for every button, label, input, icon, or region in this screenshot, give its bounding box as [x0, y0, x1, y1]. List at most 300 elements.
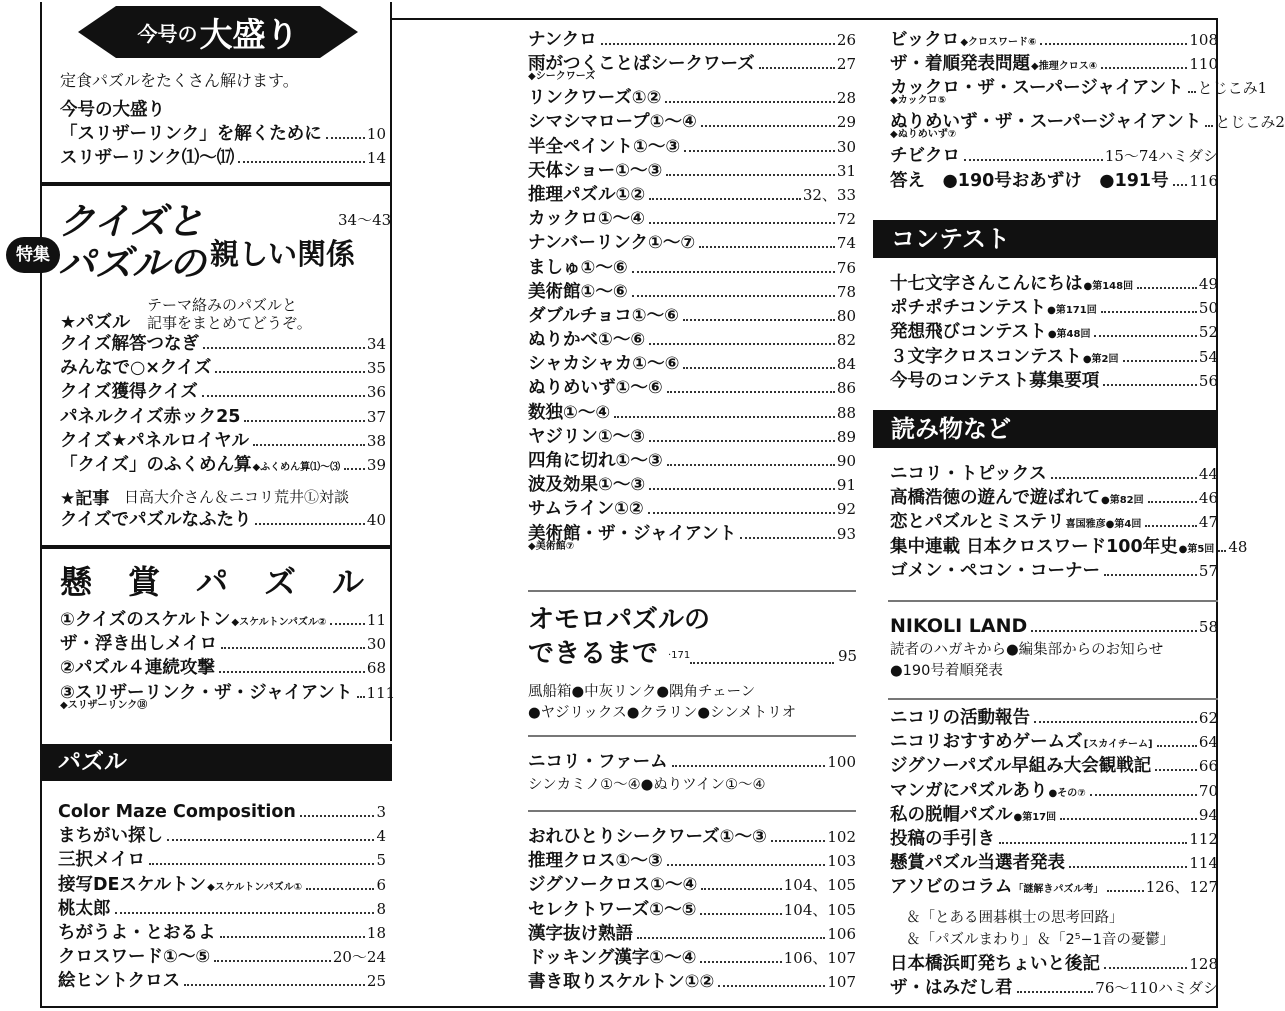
item-title: ナンバーリンク①〜⑦ [528, 233, 696, 254]
list-item [528, 376, 856, 400]
item-title: まちがい探し [58, 826, 163, 847]
item-title: 恋とパズルとミステリ [890, 512, 1065, 533]
feature-article-head: ★記事 [60, 489, 110, 509]
item-page: 30 [836, 137, 856, 156]
leader-dots [1104, 574, 1197, 576]
list-item [60, 146, 386, 170]
item-page: 48 [1228, 537, 1248, 556]
item-title: クイズ★パネルロイヤル [60, 430, 249, 451]
item-page: 36 [366, 383, 386, 402]
leader-dots [255, 523, 364, 525]
list-item [528, 207, 856, 231]
list-item [60, 429, 386, 453]
yomi-list [890, 462, 1248, 583]
item-title: 美術館・ザ・ジャイアント [528, 523, 737, 544]
leader-dots [330, 623, 365, 625]
item-title: 答え ●190号おあずけ ●191号 [890, 170, 1169, 191]
leader-dots [672, 765, 826, 767]
item-page: 6 [376, 875, 386, 894]
item-page: 56 [1198, 371, 1218, 390]
item-page: 57 [1198, 561, 1218, 580]
list-item [890, 28, 1218, 52]
leader-dots [306, 888, 374, 890]
leader-dots [1107, 890, 1143, 892]
item-page: 31 [836, 161, 856, 180]
list-item [58, 921, 386, 945]
list-item [890, 369, 1218, 393]
list-item [890, 976, 1218, 1000]
list-item [528, 256, 856, 280]
contest-header [873, 220, 1218, 258]
list-item [890, 952, 1218, 976]
list-item [60, 98, 386, 122]
divider [528, 810, 856, 812]
feature-items-2 [60, 508, 386, 532]
omoro-page: 95 [838, 647, 858, 665]
item-page: 38 [366, 431, 386, 450]
right-list-2 [890, 706, 1218, 900]
list-item [528, 425, 856, 449]
list-item [58, 969, 386, 993]
item-title: クイズ解答つなぎ [60, 334, 199, 354]
leader-dots [700, 913, 781, 915]
item-title: チビクロ [890, 146, 960, 167]
leader-dots [1137, 287, 1197, 289]
item-page: 52 [1198, 323, 1218, 342]
item-page: 50 [1198, 299, 1218, 318]
leader-dots [1173, 184, 1188, 186]
item-page: 44 [1198, 465, 1218, 483]
item-page: 92 [836, 500, 856, 519]
item-title: 天体ショー①〜③ [528, 160, 663, 181]
leader-dots [718, 985, 825, 987]
leader-dots [1103, 384, 1197, 386]
item-title: ジグソーパズル早組み大会観戦記 [890, 756, 1152, 777]
list-item [528, 522, 856, 556]
list-item [528, 183, 856, 207]
list-item [528, 825, 856, 849]
leader-dots [683, 367, 834, 369]
item-page: 27 [836, 55, 856, 74]
item-title: 発想飛びコンテスト [890, 322, 1047, 343]
leader-dots [1090, 794, 1197, 796]
item-subtag: ◆美術館⑦ [528, 540, 575, 552]
item-page: 78 [836, 282, 856, 301]
leader-dots [601, 43, 835, 45]
item-title: ニコリおすすめゲームズ [890, 732, 1083, 753]
leader-dots [649, 343, 835, 345]
item-subtag: ◆シークワーズ [528, 71, 596, 83]
feature-article-desc: 日高大介さん＆ニコリ荒井Ⓛ対談 [124, 488, 350, 506]
list-item [890, 614, 1218, 638]
land-desc2: ●190号着順発表 [890, 663, 1003, 679]
farm-list [528, 750, 856, 774]
leader-dots [215, 371, 365, 373]
omoro-line1: オモロパズルの [528, 605, 711, 635]
item-page: 64 [1198, 733, 1218, 752]
list-item [890, 462, 1218, 486]
feature-title-line3: 親しい関係 [210, 237, 356, 271]
leader-dots [665, 101, 834, 103]
omoro-line2: できるまで [528, 639, 659, 669]
list-item [528, 970, 856, 994]
leader-dots [649, 222, 835, 224]
list-item [528, 304, 856, 328]
farm-desc: シンカミノ①〜④●ぬりツイン①〜④ [528, 777, 766, 793]
list-item [890, 827, 1218, 851]
list-item [528, 86, 856, 110]
item-page: 30 [366, 635, 386, 654]
item-title: ザ・着順発表問題 [890, 54, 1030, 75]
item-page: 128 [1189, 955, 1218, 973]
list-item [60, 681, 396, 715]
yomi-title: 読み物など [891, 415, 1011, 443]
item-page: 26 [836, 31, 856, 49]
item-subtag: ◆カックロ⑤ [890, 95, 947, 107]
leader-dots [214, 960, 331, 962]
item-page: 76〜110ハミダシ [1095, 979, 1218, 998]
left-rule [40, 741, 42, 1007]
item-title: クイズでパズルなふたり [60, 510, 252, 530]
divider [528, 735, 856, 737]
right-list-3 [890, 952, 1218, 1000]
leader-dots [202, 395, 365, 397]
feature-pages: 34〜43 [338, 211, 392, 229]
item-page: 37 [366, 407, 386, 426]
contest-list [890, 272, 1218, 393]
leader-dots [1157, 745, 1197, 747]
item-title: カックロ・ザ・スーパージャイアント [890, 78, 1184, 99]
leader-dots [667, 464, 835, 466]
divider [528, 590, 856, 592]
item-page: 25 [366, 972, 386, 991]
leader-dots [220, 936, 365, 938]
list-item [58, 848, 386, 872]
leader-dots [1145, 525, 1197, 527]
item-tag: 「謎解きパズル考」 [1013, 884, 1104, 896]
item-page: 94 [1198, 805, 1218, 824]
list-item [60, 608, 386, 632]
item-page: 40 [366, 511, 386, 529]
item-page: 114 [1189, 854, 1218, 873]
leader-dots [1040, 43, 1187, 45]
item-page: 46 [1198, 489, 1218, 508]
leader-dots [699, 246, 835, 248]
list-item [890, 779, 1218, 803]
leader-dots [1017, 991, 1094, 993]
list-item [528, 873, 856, 897]
leader-dots [184, 984, 365, 986]
list-item [58, 897, 386, 921]
bottom-rule [40, 1006, 1218, 1008]
item-page: 70 [1198, 781, 1218, 800]
item-title: ビックロ [890, 30, 960, 50]
list-item [60, 332, 386, 356]
item-title: 投稿の手引き [890, 828, 995, 849]
feature-title-line2: パズルの [58, 242, 206, 285]
item-title: 美術館①〜⑥ [528, 281, 628, 302]
item-page: 89 [836, 427, 856, 446]
item-page: 93 [836, 524, 856, 543]
leader-dots [1155, 769, 1197, 771]
list-item [528, 231, 856, 255]
list-item [890, 875, 1218, 899]
leader-dots [203, 347, 365, 349]
item-page: 10 [366, 125, 386, 144]
item-page: 74 [836, 234, 856, 253]
item-title: ぬりかべ①〜⑥ [528, 330, 646, 351]
leader-dots [700, 961, 781, 963]
item-title: ましゅ①〜⑥ [528, 257, 628, 278]
list-item [890, 52, 1218, 76]
item-page: 116 [1189, 171, 1218, 190]
item-title: 推理クロス①〜③ [528, 851, 663, 872]
item-title: スリザーリンク⑴〜⒄ [60, 148, 235, 169]
leader-dots [1104, 967, 1187, 969]
item-title: 半全ペイント①〜③ [528, 136, 681, 157]
item-title: 接写DEスケルトン [58, 874, 207, 895]
item-page: 58 [1198, 618, 1218, 636]
leader-dots [632, 295, 835, 297]
oomori-banner [78, 4, 358, 60]
list-item [528, 159, 856, 183]
item-page: 72 [836, 210, 856, 229]
item-page: 104、105 [783, 900, 856, 919]
item-title: ポチポチコンテスト [890, 298, 1047, 319]
item-title: 十七文字さんこんにちは [890, 274, 1083, 294]
item-title: ①クイズのスケルトン [60, 610, 231, 630]
list-item [890, 510, 1218, 534]
item-page: 106 [827, 924, 856, 943]
leader-dots [1031, 630, 1197, 632]
kensho-list [60, 608, 396, 715]
item-page: 18 [366, 923, 386, 942]
leader-dots [1205, 125, 1213, 127]
contest-title: コンテスト [891, 225, 1011, 253]
item-page: 39 [366, 455, 386, 474]
item-page: 103 [827, 852, 856, 871]
item-title: シマシマロープ①〜④ [528, 112, 697, 133]
item-page: 4 [376, 827, 386, 846]
leader-dots [344, 468, 365, 470]
item-page: 102 [827, 828, 856, 846]
leader-dots [614, 416, 835, 418]
list-item [890, 110, 1285, 144]
list-item [890, 706, 1218, 730]
item-title: 波及効果①〜③ [528, 475, 646, 496]
list-item [58, 824, 386, 848]
item-page: 84 [836, 355, 856, 374]
item-page: 111 [366, 683, 396, 702]
item-title: ニコリの活動報告 [890, 708, 1030, 728]
item-tag: [スカイチーム] [1083, 739, 1153, 751]
list-item [528, 849, 856, 873]
feature-items [60, 332, 386, 477]
item-page: 15〜74ハミダシ [1104, 147, 1218, 166]
item-title: 今号の大盛り [60, 100, 165, 120]
list-item [528, 280, 856, 304]
list-item [528, 449, 856, 473]
item-title: 三択メイロ [58, 850, 146, 871]
leader-dots [1188, 91, 1196, 93]
item-tag: ◆スケルトンパズル① [207, 881, 303, 893]
list-item [60, 508, 386, 532]
item-tag: ●第82回 [1101, 495, 1144, 507]
leader-dots [149, 863, 374, 865]
item-title: NIKOLI LAND [890, 615, 1028, 637]
item-title: マンガにパズルあり [890, 780, 1048, 801]
leader-dots [221, 647, 365, 649]
list-item [528, 401, 856, 425]
item-title: ぬりめいず・ザ・スーパージャイアント [890, 112, 1202, 133]
list-item [528, 135, 856, 159]
item-title: クイズ獲得クイズ [60, 382, 198, 403]
item-tag: ●第48回 [1047, 329, 1091, 341]
leader-dots [759, 67, 835, 69]
leader-dots [771, 840, 826, 842]
list-item [890, 803, 1218, 827]
leader-dots [1060, 818, 1197, 820]
leader-dots [1034, 721, 1197, 723]
leader-dots [649, 198, 801, 200]
item-title: ニコリ・ファーム [528, 752, 668, 772]
item-tag: ●第148回 [1083, 281, 1134, 292]
leader-dots [1101, 67, 1187, 69]
feature-title-line1: クイズと [58, 200, 204, 243]
leader-dots [219, 671, 365, 673]
leader-dots [238, 161, 365, 163]
feature-puzzle-desc1: テーマ絡みのパズルと [147, 296, 298, 314]
leader-dots [683, 319, 835, 321]
leader-dots [701, 888, 781, 890]
leader-dots [1051, 477, 1197, 479]
item-title: リンクワーズ①② [528, 88, 662, 109]
item-title: アソビのコラム [890, 877, 1013, 898]
item-title: ③スリザーリンク・ザ・ジャイアント [60, 682, 353, 703]
item-page: 76 [836, 258, 856, 277]
list-item [528, 898, 856, 922]
item-page: 100 [827, 753, 856, 771]
item-page: 47 [1198, 513, 1218, 532]
middle-list [528, 28, 856, 556]
list-item [528, 28, 856, 52]
leader-dots [701, 125, 835, 127]
leader-dots [667, 391, 835, 393]
list-item [58, 873, 386, 897]
leader-dots [1101, 311, 1197, 313]
item-title: ザ・浮き出しメイロ [60, 634, 218, 655]
item-tag: ●第171回 [1047, 305, 1097, 317]
item-tag: ◆クロスワード⑥ [960, 37, 1037, 48]
yomi-header [873, 410, 1218, 448]
leader-dots [1094, 335, 1196, 337]
item-title: おれひとりシークワーズ①〜③ [528, 827, 767, 847]
banner-big: 大盛り [199, 14, 299, 54]
item-page: 3 [376, 803, 386, 821]
item-page: 112 [1189, 829, 1218, 848]
item-title: 高橋浩徳の遊んで遊ばれて [890, 488, 1100, 509]
list-item [528, 352, 856, 376]
item-page: 126、127 [1145, 878, 1218, 897]
leader-dots [1069, 866, 1187, 868]
leader-dots [666, 174, 835, 176]
omoro-desc1: 風船箱●中灰リンク●隅角チェーン [528, 684, 756, 700]
list-item [60, 632, 386, 656]
puzzle-list [58, 800, 386, 994]
list-item [890, 486, 1218, 510]
item-page: 34 [366, 335, 386, 353]
leader-dots [684, 150, 835, 152]
omoro-desc2: ●ヤジリックス●クラリン●シンメトリオ [528, 705, 797, 721]
item-page: 28 [836, 89, 856, 108]
item-tag: ◆スケルトンパズル② [231, 617, 327, 628]
item-title: ぬりめいず①〜⑥ [528, 378, 663, 399]
leader-dots [1123, 360, 1197, 362]
item-page: 82 [836, 331, 856, 350]
item-tag: ◆推理クロス④ [1031, 61, 1098, 73]
item-title: みんなで○×クイズ [60, 358, 212, 379]
item-page: 14 [366, 149, 386, 168]
puzzle-title: パズル [58, 749, 127, 775]
list-item [60, 656, 386, 680]
item-title: 絵ヒントクロス [58, 971, 181, 992]
column-extra-1: ＆「とある囲碁棋士の思考回路」 [906, 910, 1124, 926]
oomori-list [60, 98, 386, 171]
land-list [890, 614, 1218, 638]
item-tag: ●その⑦ [1048, 787, 1086, 799]
leader-dots [964, 159, 1103, 161]
list-item [60, 405, 386, 429]
item-title: ちがうよ・とおるよ [58, 922, 216, 943]
omoro-dots [690, 662, 834, 664]
item-title: ザ・はみだし君 [890, 978, 1013, 999]
leader-dots [999, 842, 1187, 844]
item-title: 桃太郎 [58, 898, 111, 919]
item-page: 11 [366, 611, 386, 629]
item-title: 集中連載 日本クロスワード100年史 [890, 536, 1178, 557]
item-title: クロスワード①〜⑤ [58, 947, 211, 968]
list-item [528, 497, 856, 521]
item-title: Color Maze Composition [58, 802, 296, 822]
item-page: 107 [827, 973, 856, 992]
item-title: カックロ①〜④ [528, 209, 645, 230]
item-title: 日本橋浜町発ちょいと後記 [890, 954, 1100, 974]
item-page: 108 [1189, 31, 1218, 49]
leader-dots [1218, 550, 1226, 552]
leader-dots [632, 271, 835, 273]
leader-dots [300, 815, 375, 817]
right-list [890, 28, 1285, 193]
item-title: ヤジリン①〜③ [528, 426, 645, 447]
list-item [528, 946, 856, 970]
item-title: 四角に切れ①〜③ [528, 451, 663, 471]
item-title: 漢字抜け熟語 [528, 923, 633, 944]
item-page: 35 [366, 359, 386, 378]
item-page: 86 [836, 379, 856, 398]
item-title: ダブルチョコ①〜⑥ [528, 305, 679, 326]
omoro-tag: ·171 [668, 650, 691, 661]
list-item [60, 453, 386, 477]
list-item [528, 750, 856, 774]
item-title: ３文字クロスコンテスト [890, 346, 1082, 367]
item-page: 8 [376, 899, 386, 918]
item-tag: 喜国雅彦●第4回 [1065, 519, 1142, 531]
feature-puzzle-head: ★パズル [60, 312, 131, 333]
list-item [528, 473, 856, 497]
feature-badge: 特集 [6, 237, 60, 273]
leader-dots [1148, 501, 1197, 503]
item-tag: ●第2回 [1082, 353, 1119, 365]
